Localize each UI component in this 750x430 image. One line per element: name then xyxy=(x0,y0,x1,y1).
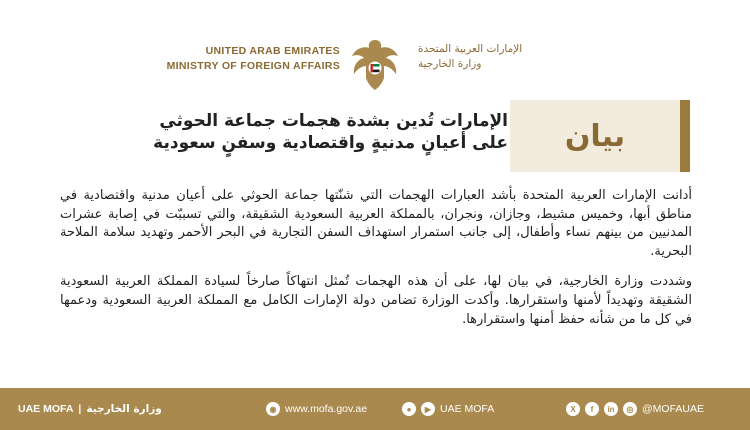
social-handle[interactable]: @MOFAUAE xyxy=(642,403,705,415)
ministry-title-ar: وزارة الخارجية xyxy=(418,58,482,70)
brand-ar: وزارة الخارجية xyxy=(86,403,162,415)
headline-line-2: على أعيانٍ مدنيةٍ واقتصادية وسفنٍ سعودية xyxy=(153,133,508,153)
footer-channel[interactable] xyxy=(402,388,494,430)
headline-line-1: الإمارات تُدين بشدة هجمات جماعة الحوثي xyxy=(159,111,508,131)
footer-bar xyxy=(0,388,750,430)
x-icon[interactable]: X xyxy=(566,402,580,416)
header xyxy=(0,34,750,94)
ministry-name-en xyxy=(140,44,340,74)
channel-name[interactable]: UAE MOFA xyxy=(440,403,495,415)
statement-headline xyxy=(60,110,508,154)
badge-label: بيان xyxy=(564,118,626,154)
play-icon: ▶ xyxy=(421,402,435,416)
ministry-country-en: UNITED ARAB EMIRATES xyxy=(205,45,340,57)
brand-separator: | xyxy=(78,403,82,415)
ministry-title-en: MINISTRY OF FOREIGN AFFAIRS xyxy=(166,60,340,72)
statement-body xyxy=(60,187,692,329)
website-link[interactable]: www.mofa.gov.ae xyxy=(285,403,368,415)
ministry-country-ar: الإمارات العربية المتحدة xyxy=(418,43,523,55)
ministry-name-ar xyxy=(418,42,588,72)
paragraph-1: أدانت الإمارات العربية المتحدة بأشد العبارات الهجمات التي شنّتها جماعة الحوثي على أعيان مدنية واقتصادية في مناطق أبها، وخميس مشيط، وجازان، ونجران، بالمملكة العربية السعودية الشقيقة، والتي تسببّت في إصابة عشرات المدنيين من بينهم نساء وأطفال، إلى جانب استمرار استهداف السفن التجارية في البحر الأحمر وتهديد سلامة الملاحة البحرية. xyxy=(60,188,692,259)
globe-icon: ◉ xyxy=(266,402,280,416)
brand-en: UAE MOFA xyxy=(18,403,74,415)
uae-emblem-icon xyxy=(350,34,400,92)
instagram-icon[interactable]: ◎ xyxy=(623,402,637,416)
footer-brand xyxy=(18,388,162,430)
paragraph-2: وشددت وزارة الخارجية، في بيان لها، على أن هذه الهجمات تُمثل انتهاكاً صارخاً لسيادة المملكة العربية السعودية الشقيقة وتهديداً لأمنها واستقرارها. وأكدت الوزارة تضامن دولة الإمارات الكامل مع المملكة العربية السعودية ودعمها في كل ما من شأنه حفظ أمنها واستقرارها. xyxy=(60,274,692,327)
footer-website[interactable] xyxy=(266,388,367,430)
linkedin-icon[interactable]: in xyxy=(604,402,618,416)
facebook-icon[interactable]: f xyxy=(585,402,599,416)
flickr-icon: ● xyxy=(402,402,416,416)
footer-social[interactable] xyxy=(566,388,704,430)
badge-accent-bar xyxy=(680,100,690,172)
